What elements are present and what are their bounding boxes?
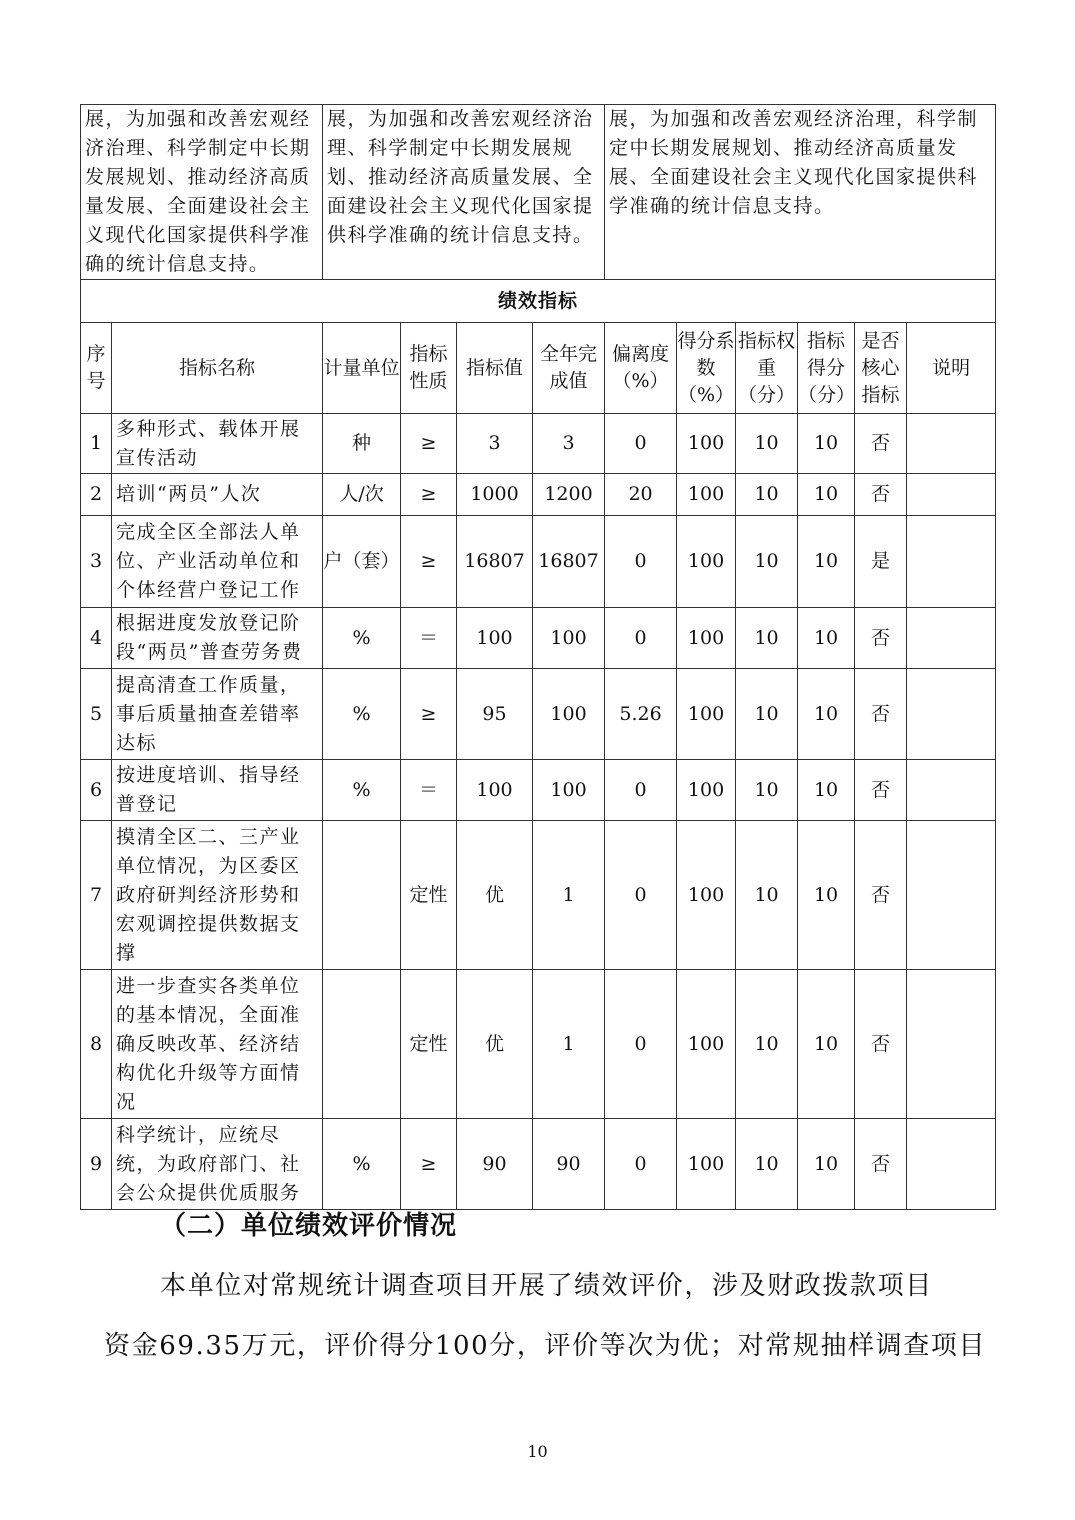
table-row (81, 970, 996, 1119)
cell-unit: 人/次 (323, 474, 401, 516)
cell-nature: 定性 (401, 970, 457, 1119)
table-row (81, 821, 996, 970)
cell-name: 按进度培训、指导经普登记 (112, 760, 323, 821)
cell-name: 科学统计，应统尽统，为政府部门、社会公众提供优质服务 (112, 1119, 323, 1210)
cell-unit: 户（套） (323, 516, 401, 608)
cell-actual: 100 (533, 608, 605, 669)
cell-nature: 定性 (401, 821, 457, 970)
cell-weight: 10 (736, 1119, 798, 1210)
cell-unit: % (323, 608, 401, 669)
cell-nature: ≥ (401, 414, 457, 474)
cell-seq: 5 (81, 669, 112, 760)
paragraph-line-2: 资金69.35万元，评价得分100分，评价等次为优；对常规抽样调查项目 (104, 1331, 987, 1361)
header-coef: 得分系数（%） (677, 323, 736, 414)
cell-name: 根据进度发放登记阶段“两员”普查劳务费 (112, 608, 323, 669)
cell-seq: 2 (81, 474, 112, 516)
cell-target: 16807 (457, 516, 533, 608)
cell-actual: 90 (533, 1119, 605, 1210)
cell-nature: ≥ (401, 669, 457, 760)
header-weight: 指标权重（分） (736, 323, 798, 414)
cell-name: 进一步查实各类单位的基本情况，全面准确反映改革、经济结构优化升级等方面情况 (112, 970, 323, 1119)
paragraph-line-1: 本单位对常规统计调查项目开展了绩效评价，涉及财政拨款项目 (160, 1271, 933, 1301)
cell-unit: 种 (323, 414, 401, 474)
cell-score: 10 (798, 608, 855, 669)
cell-nature: ＝ (401, 760, 457, 821)
performance-table-wrapper (80, 104, 995, 1210)
cell-unit: % (323, 760, 401, 821)
cell-target: 90 (457, 1119, 533, 1210)
cell-nature: ≥ (401, 516, 457, 608)
table-row (81, 516, 996, 608)
cell-actual: 1 (533, 821, 605, 970)
cell-coef: 100 (677, 474, 736, 516)
cell-name: 摸清全区二、三产业单位情况，为区委区政府研判经济形势和宏观调控提供数据支撑 (112, 821, 323, 970)
table-row (81, 608, 996, 669)
cell-name: 多种形式、载体开展宣传活动 (112, 414, 323, 474)
header-row (81, 323, 996, 414)
section-heading: （二）单位绩效评价情况 (160, 1211, 458, 1241)
cell-deviation: 0 (605, 760, 677, 821)
cell-coef: 100 (677, 669, 736, 760)
cell-note (907, 669, 996, 760)
section-row (81, 280, 996, 323)
cell-deviation: 0 (605, 1119, 677, 1210)
cell-weight: 10 (736, 516, 798, 608)
cell-weight: 10 (736, 821, 798, 970)
cell-coef: 100 (677, 608, 736, 669)
cell-core: 否 (855, 1119, 907, 1210)
header-name: 指标名称 (112, 323, 323, 414)
cell-name: 培训“两员”人次 (112, 474, 323, 516)
goal-cell-1: 展，为加强和改善宏观经济治理、科学制定中长期发展规划、推动经济高质量发展、全面建设社会主义现代化国家提供科学准确的统计信息支持。 (81, 105, 323, 280)
cell-target: 1000 (457, 474, 533, 516)
cell-deviation: 0 (605, 821, 677, 970)
table-row (81, 474, 996, 516)
cell-coef: 100 (677, 970, 736, 1119)
cell-note (907, 608, 996, 669)
cell-core: 否 (855, 414, 907, 474)
cell-seq: 8 (81, 970, 112, 1119)
header-deviation: 偏离度（%） (605, 323, 677, 414)
cell-weight: 10 (736, 669, 798, 760)
header-core: 是否核心指标 (855, 323, 907, 414)
cell-coef: 100 (677, 760, 736, 821)
cell-target: 优 (457, 821, 533, 970)
header-seq: 序号 (81, 323, 112, 414)
cell-core: 否 (855, 669, 907, 760)
cell-target: 3 (457, 414, 533, 474)
cell-weight: 10 (736, 760, 798, 821)
cell-nature: ≥ (401, 1119, 457, 1210)
cell-score: 10 (798, 474, 855, 516)
cell-deviation: 20 (605, 474, 677, 516)
cell-note (907, 760, 996, 821)
cell-score: 10 (798, 821, 855, 970)
cell-seq: 1 (81, 414, 112, 474)
header-note: 说明 (907, 323, 996, 414)
header-nature: 指标性质 (401, 323, 457, 414)
cell-score: 10 (798, 669, 855, 760)
cell-seq: 4 (81, 608, 112, 669)
page-number: 10 (527, 1442, 548, 1461)
table-row (81, 1119, 996, 1210)
cell-note (907, 414, 996, 474)
cell-score: 10 (798, 760, 855, 821)
cell-core: 否 (855, 760, 907, 821)
performance-table (80, 104, 996, 1210)
cell-note (907, 970, 996, 1119)
cell-unit (323, 970, 401, 1119)
cell-note (907, 474, 996, 516)
cell-weight: 10 (736, 970, 798, 1119)
cell-target: 100 (457, 608, 533, 669)
cell-weight: 10 (736, 414, 798, 474)
cell-seq: 9 (81, 1119, 112, 1210)
cell-unit: % (323, 669, 401, 760)
table-row (81, 760, 996, 821)
cell-deviation: 0 (605, 970, 677, 1119)
cell-core: 是 (855, 516, 907, 608)
header-actual: 全年完成值 (533, 323, 605, 414)
cell-unit (323, 821, 401, 970)
header-unit: 计量单位 (323, 323, 401, 414)
cell-score: 10 (798, 1119, 855, 1210)
cell-coef: 100 (677, 516, 736, 608)
cell-score: 10 (798, 970, 855, 1119)
cell-seq: 3 (81, 516, 112, 608)
cell-note (907, 1119, 996, 1210)
cell-nature: ＝ (401, 608, 457, 669)
goal-cell-3: 展，为加强和改善宏观经济治理，科学制定中长期发展规划、推动经济高质量发展、全面建设社会主义现代化国家提供科学准确的统计信息支持。 (605, 105, 996, 280)
goal-row (81, 105, 996, 280)
cell-actual: 1 (533, 970, 605, 1119)
cell-core: 否 (855, 474, 907, 516)
cell-coef: 100 (677, 414, 736, 474)
cell-note (907, 821, 996, 970)
header-score: 指标得分（分） (798, 323, 855, 414)
cell-name: 完成全区全部法人单位、产业活动单位和个体经营户登记工作 (112, 516, 323, 608)
cell-actual: 100 (533, 669, 605, 760)
cell-score: 10 (798, 414, 855, 474)
cell-coef: 100 (677, 821, 736, 970)
cell-note (907, 516, 996, 608)
cell-deviation: 5.26 (605, 669, 677, 760)
cell-core: 否 (855, 970, 907, 1119)
cell-deviation: 0 (605, 516, 677, 608)
cell-weight: 10 (736, 474, 798, 516)
cell-seq: 6 (81, 760, 112, 821)
section-title: 绩效指标 (81, 280, 996, 323)
cell-coef: 100 (677, 1119, 736, 1210)
header-target: 指标值 (457, 323, 533, 414)
table-row (81, 414, 996, 474)
cell-actual: 1200 (533, 474, 605, 516)
cell-score: 10 (798, 516, 855, 608)
cell-core: 否 (855, 608, 907, 669)
cell-nature: ≥ (401, 474, 457, 516)
cell-unit: % (323, 1119, 401, 1210)
cell-target: 100 (457, 760, 533, 821)
cell-deviation: 0 (605, 414, 677, 474)
cell-seq: 7 (81, 821, 112, 970)
cell-target: 优 (457, 970, 533, 1119)
cell-actual: 100 (533, 760, 605, 821)
cell-actual: 16807 (533, 516, 605, 608)
cell-core: 否 (855, 821, 907, 970)
goal-cell-2: 展，为加强和改善宏观经济治理、科学制定中长期发展规划、推动经济高质量发展、全面建设社会主义现代化国家提供科学准确的统计信息支持。 (323, 105, 605, 280)
cell-deviation: 0 (605, 608, 677, 669)
cell-name: 提高清查工作质量，事后质量抽查差错率达标 (112, 669, 323, 760)
cell-target: 95 (457, 669, 533, 760)
cell-weight: 10 (736, 608, 798, 669)
cell-actual: 3 (533, 414, 605, 474)
table-row (81, 669, 996, 760)
